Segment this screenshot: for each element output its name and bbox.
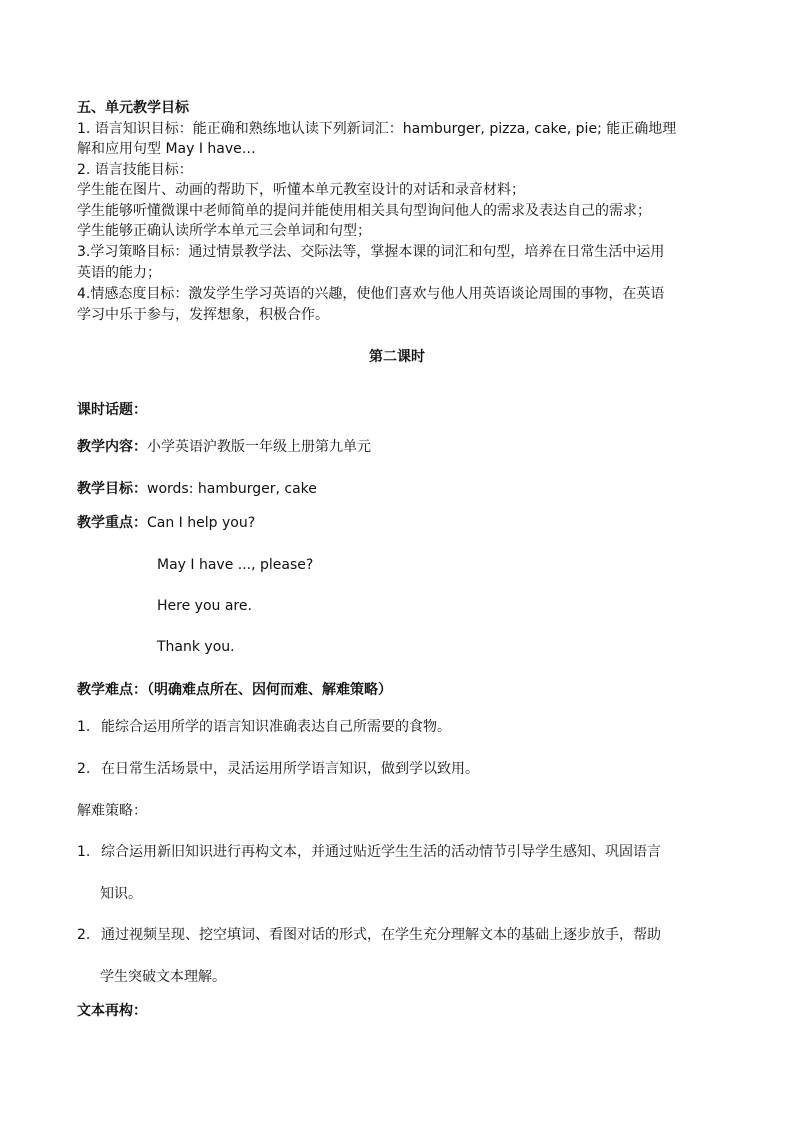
text-line: 英语的能力；	[77, 265, 161, 281]
topic-row	[77, 400, 147, 420]
difficulties-label: 教学难点：（明确难点所在、因何而难、解难策略）	[77, 682, 392, 698]
goal-label: 教学目标：	[77, 481, 147, 497]
text-line: 学习中乐于参与，发挥想象，积极合作。	[77, 307, 329, 323]
topic-label: 课时话题：	[77, 402, 147, 418]
difficulty-item	[77, 759, 479, 779]
lesson-title: 第二课时	[369, 349, 425, 365]
goal-value: words: hamburger, cake	[147, 481, 317, 497]
key-point-item: Here you are.	[157, 598, 252, 614]
list-number: 2.	[77, 761, 91, 777]
text-line: 1. 语言知识目标：能正确和熟练地认读下列新词汇：hamburger, pizza, cake, pie; 能正确地理	[77, 121, 677, 137]
content-label: 教学内容：	[77, 439, 147, 455]
key-points-label: 教学重点：	[77, 515, 147, 531]
goal-row	[77, 479, 317, 499]
text-line: 学生能在图片、动画的帮助下，听懂本单元教室设计的对话和录音材料；	[77, 182, 525, 198]
text-line: 学生能够听懂微课中老师简单的提问并能使用相关具句型询问他人的需求及表达自己的需求；	[77, 203, 651, 219]
content-value: 小学英语沪教版一年级上册第九单元	[147, 439, 371, 455]
section-heading: 五、单元教学目标	[77, 100, 189, 116]
difficulty-item	[77, 717, 451, 737]
restructure-label: 文本再构：	[77, 1003, 147, 1019]
text-line: 4.情感态度目标：激发学生学习英语的兴趣，使他们喜欢与他人用英语谈论周围的事物，在英语	[77, 286, 665, 302]
strategy-label: 解难策略：	[77, 803, 147, 819]
text-line: 学生能够正确认读所学本单元三会单词和句型；	[77, 223, 371, 239]
text-line: 3.学习策略目标：通过情景教学法、交际法等，掌握本课的词汇和句型，培养在日常生活中运用	[77, 244, 665, 260]
list-text: 综合运用新旧知识进行再构文本，并通过贴近学生生活的活动情节引导学生感知、巩固语言	[101, 844, 661, 860]
key-point-item: May I have ..., please?	[157, 557, 314, 573]
key-point-item: Thank you.	[157, 639, 235, 655]
text-line: 2. 语言技能目标：	[77, 162, 193, 178]
strategy-item	[77, 842, 661, 862]
list-text: 在日常生活场景中，灵活运用所学语言知识，做到学以致用。	[101, 761, 479, 777]
strategy-item	[77, 925, 661, 945]
list-number: 2.	[77, 927, 91, 943]
list-text-cont: 知识。	[100, 886, 142, 902]
list-text: 能综合运用所学的语言知识准确表达自己所需要的食物。	[101, 719, 451, 735]
list-text: 通过视频呈现、挖空填词、看图对话的形式，在学生充分理解文本的基础上逐步放手，帮助	[101, 927, 661, 943]
text-line: 解和应用句型 May I have…	[77, 141, 256, 157]
list-number: 1.	[77, 719, 91, 735]
content-row	[77, 437, 371, 457]
key-points-row	[77, 513, 255, 533]
list-number: 1.	[77, 844, 91, 860]
list-text-cont: 学生突破文本理解。	[100, 969, 226, 985]
key-point-item: Can I help you?	[147, 515, 256, 531]
